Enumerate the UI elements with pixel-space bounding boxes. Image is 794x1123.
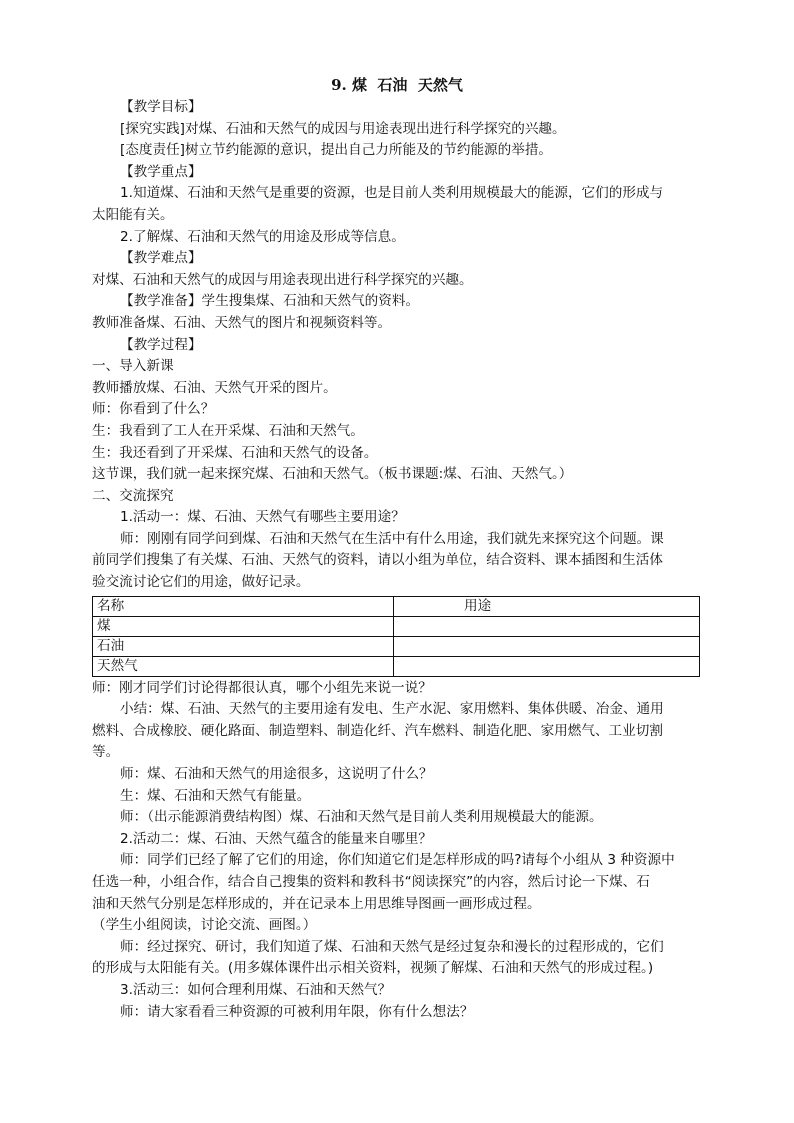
text-line: 生：煤、石油和天然气有能量。 (120, 787, 311, 804)
text-line: 任选一种，小组合作，结合自己搜集的资料和教科书“阅读探究”的内容，然后讨论一下煤、石 (92, 874, 650, 890)
table-header-row (93, 596, 700, 616)
text-line: 生：我还看到了开采煤、石油和天然气的设备。 (92, 444, 378, 461)
text-line: 太阳能有关。 (92, 206, 174, 223)
resource-name-cell: 天然气 (93, 656, 394, 676)
text-line: 1.活动一：煤、石油、天然气有哪些主要用途？ (120, 509, 405, 526)
text-line: 师：（出示能源消费结构图）煤、石油和天然气是目前人类利用规模最大的能源。 (120, 809, 603, 826)
text-line: 二、交流探究 (92, 487, 174, 504)
text-line: 2.了解煤、石油和天然气的用途及形成等信息。 (120, 228, 405, 245)
text-line: 【教学难点】 (120, 250, 202, 267)
header-name: 名称 (93, 596, 394, 616)
text-line: 师：刚刚有同学问到煤、石油和天然气在生活中有什么用途，我们就先来探究这个问题。课 (120, 530, 664, 547)
text-line: [探究实践]对煤、石油和天然气的成因与用途表现出进行科学探究的兴趣。 (120, 120, 566, 137)
text-line: 教师播放煤、石油、天然气开采的图片。 (92, 379, 337, 396)
text-line: 前同学们搜集了有关煤、石油、天然气的资料，请以小组为单位，结合资料、课本插图和生活体 (92, 552, 663, 569)
text-line: 油和天然气分别是怎样形成的，并在记录本上用思维导图画一画形成过程。 (92, 895, 541, 912)
text-line: 师：刚才同学们讨论得都很认真，哪个小组先来说一说？ (92, 679, 432, 696)
lesson-text-after-table (92, 678, 702, 1024)
text-line: [态度责任]树立节约能源的意识，提出自己力所能及的节约能源的举措。 (120, 142, 553, 159)
text-line: 1.知道煤、石油和天然气是重要的资源，也是目前人类利用规模最大的能源，它们的形成与 (120, 185, 664, 202)
text-line: 【教学过程】 (120, 336, 202, 353)
text-line: 师：煤、石油和天然气的用途很多，这说明了什么？ (120, 766, 433, 783)
text-line: 师：你看到了什么？ (92, 401, 215, 418)
text-line: 师：同学们已经了解了它们的用途，你们知道它们是怎样形成的吗?请每个小组从 3 种资源中 (120, 852, 675, 869)
text-line: 师：经过探究、研讨，我们知道了煤、石油和天然气是经过复杂和漫长的过程形成的，它们 (120, 938, 664, 955)
text-line: 这节课，我们就一起来探究煤、石油和天然气。（板书课题:煤、石油、天然气。） (92, 466, 573, 483)
text-line: 【教学重点】 (120, 163, 202, 180)
resource-name-cell: 石油 (93, 636, 394, 656)
text-line: 小结：煤、石油、天然气的主要用途有发电、生产水泥、家用燃料、集体供暖、冶金、通用 (120, 701, 664, 718)
text-line: 师：请大家看看三种资源的可被利用年限，你有什么想法？ (120, 1003, 474, 1020)
text-line: 【教学准备】学生搜集煤、石油和天然气的资料。 (120, 293, 420, 310)
text-line: 燃料、合成橡胶、硬化路面、制造塑料、制造化纤、汽车燃料、制造化肥、家用燃气、工业切割 (92, 722, 663, 739)
lesson-title: 9. 煤 石油 天然气 (331, 76, 463, 94)
table-row (93, 636, 700, 656)
text-line: 2.活动二：煤、石油、天然气蕴含的能量来自哪里？ (120, 830, 433, 847)
uses-table (92, 596, 700, 677)
use-cell (394, 636, 700, 656)
text-line: 验交流讨论它们的用途，做好记录。 (92, 574, 310, 591)
text-line: 教师准备煤、石油、天然气的图片和视频资料等。 (92, 314, 392, 331)
header-use: 用途 (394, 596, 700, 616)
text-line: 一、导入新课 (92, 358, 174, 375)
table-row (93, 656, 700, 676)
text-line: （学生小组阅读，讨论交流、画图。） (92, 917, 317, 934)
text-line: 等。 (92, 744, 120, 761)
document-body (92, 74, 702, 1023)
resource-name-cell: 煤 (93, 616, 394, 636)
table-row (93, 616, 700, 636)
text-line: 对煤、石油和天然气的成因与用途表现出进行科学探究的兴趣。 (92, 271, 473, 288)
text-line: 的形成与太阳能有关。(用多媒体课件出示相关资料，视频了解煤、石油和天然气的形成过程。) (92, 960, 654, 977)
text-line: 3.活动三：如何合理利用煤、石油和天然气？ (120, 981, 392, 998)
text-line: 【教学目标】 (120, 99, 202, 115)
use-cell (394, 616, 700, 636)
use-cell (394, 656, 700, 676)
lesson-text-before-table (92, 97, 702, 594)
text-line: 生：我看到了工人在开采煤、石油和天然气。 (92, 422, 364, 439)
